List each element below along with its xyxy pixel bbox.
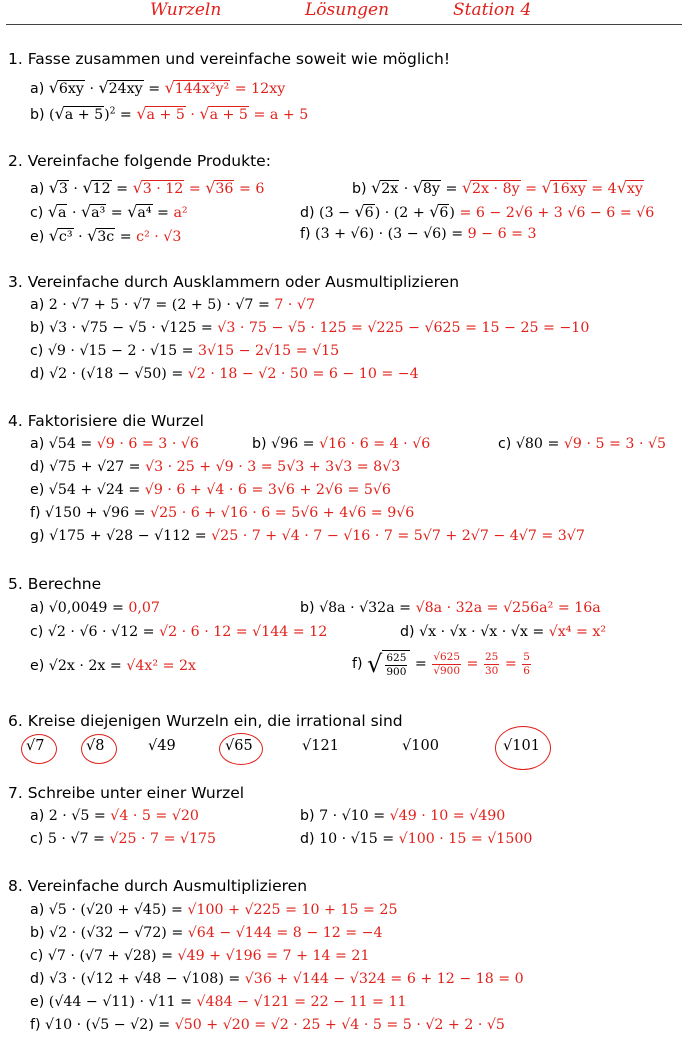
task-4d: d) √75 + √27 = √3 · 25 + √9 · 3 = 5√3 + 3√3 = 8√3 (30, 459, 401, 475)
task-4c: c) √80 = √9 · 5 = 3 · √5 (498, 436, 667, 452)
task-5a: a) √0,0049 = 0,07 (30, 600, 160, 616)
root-item-6: √100 (402, 738, 439, 754)
task-2c: c) √a · √a³ = √a⁴ = a² (30, 202, 188, 221)
root-item-5: √121 (302, 738, 339, 754)
section-7-title: 7. Schreibe unter einer Wurzel (8, 784, 245, 802)
task-3d: d) √2 · (√18 − √50) = √2 · 18 − √2 · 50 = 6 − 10 = −4 (30, 366, 419, 382)
task-8e: e) (√44 − √11) · √11 = √484 − √121 = 22 − 11 = 11 (30, 994, 407, 1010)
task-4b: b) √96 = √16 · 6 = 4 · √6 (252, 436, 431, 452)
task-7b: b) 7 · √10 = √49 · 10 = √490 (300, 808, 506, 824)
task-2d: d) (3 − √6) · (2 + √6) = 6 − 2√6 + 3 √6 − 6 = √6 (300, 202, 655, 221)
root-item-2: √8 (86, 738, 105, 754)
task-4a: a) √54 = √9 · 6 = 3 · √6 (30, 436, 199, 452)
section-5-title: 5. Berechne (8, 575, 102, 593)
section-4-title: 4. Faktorisiere die Wurzel (8, 412, 204, 430)
task-5f: f) √ $\frac{625}{900}$ = $\frac{√625}{√900}$ = $\frac{25}{30}$ = $\frac{5}{6}$ (352, 650, 530, 678)
task-2b: b) √2x · √8y = √2x · 8y = √16xy = 4√xy (352, 178, 643, 197)
task-7a: a) 2 · √5 = √4 · 5 = √20 (30, 808, 199, 824)
header-topic: Wurzeln (150, 0, 222, 20)
task-8c: c) √7 · (√7 + √28) = √49 + √196 = 7 + 14 = 21 (30, 948, 370, 964)
root-item-3: √49 (148, 738, 176, 754)
task-7c: c) 5 · √7 = √25 · 7 = √175 (30, 831, 217, 847)
section-1-title: 1. Fasse zusammen und vereinfache soweit wie möglich! (8, 50, 451, 68)
task-1b: b) $(√a + 5)^2 = √a + 5 \cdot √a + 5 = a + 5$ (30, 104, 309, 123)
task-7d: d) 10 · √15 = √100 · 15 = √1500 (300, 831, 533, 847)
header-station: Station 4 (453, 0, 532, 20)
section-2-title: 2. Vereinfache folgende Produkte: (8, 152, 271, 170)
section-6-title: 6. Kreise diejenigen Wurzeln ein, die irrational sind (8, 712, 403, 730)
task-4g: g) √175 + √28 − √112 = √25 · 7 + √4 · 7 − √16 · 7 = 5√7 + 2√7 − 4√7 = 3√7 (30, 528, 585, 544)
root-item-7: √101 (503, 738, 540, 754)
task-8b: b) √2 · (√32 − √72) = √64 − √144 = 8 − 12 = −4 (30, 925, 383, 941)
task-3a: a) 2 · √7 + 5 · √7 = (2 + 5) · √7 = 7 · √7 (30, 297, 315, 313)
root-item-4: √65 (225, 738, 253, 754)
task-2e: e) √c³ · √3c = c² · √3 (30, 226, 182, 245)
task-4e: e) √54 + √24 = √9 · 6 + √4 · 6 = 3√6 + 2√6 = 5√6 (30, 482, 391, 498)
section-8-title: 8. Vereinfache durch Ausmultiplizieren (8, 877, 308, 895)
task-5c: c) √2 · √6 · √12 = √2 · 6 · 12 = √144 = 12 (30, 624, 328, 640)
task-3c: c) √9 · √15 − 2 · √15 = 3√15 − 2√15 = √15 (30, 343, 340, 359)
task-5b: b) √8a · √32a = √8a · 32a = √256a² = 16a (300, 600, 601, 616)
task-5d: d) √x · √x · √x · √x = √x⁴ = x² (400, 624, 607, 640)
root-item-1: √7 (26, 738, 45, 754)
section-3-title: 3. Vereinfache durch Ausklammern oder Ausmultiplizieren (8, 273, 460, 291)
task-2a: a) √3 · √12 = √3 · 12 = √36 = 6 (30, 178, 265, 197)
task-4f: f) √150 + √96 = √25 · 6 + √16 · 6 = 5√6 + 4√6 = 9√6 (30, 505, 415, 521)
task-8a: a) √5 · (√20 + √45) = √100 + √225 = 10 + 15 = 25 (30, 902, 398, 918)
header-solutions: Lösungen (305, 0, 390, 20)
task-1a: a) √6xy · √24xy = √144x²y² = 12xy (30, 78, 286, 97)
header-rule (6, 24, 682, 25)
task-8f: f) √10 · (√5 − √2) = √50 + √20 = √2 · 25 + √4 · 5 = 5 · √2 + 2 · √5 (30, 1017, 505, 1033)
task-5e: e) √2x · 2x = √4x² = 2x (30, 658, 197, 674)
task-2f: f) (3 + √6) · (3 − √6) = 9 − 6 = 3 (300, 226, 537, 242)
task-3b: b) √3 · √75 − √5 · √125 = √3 · 75 − √5 · 125 = √225 − √625 = 15 − 25 = −10 (30, 320, 590, 336)
task-8d: d) √3 · (√12 + √48 − √108) = √36 + √144 − √324 = 6 + 12 − 18 = 0 (30, 971, 524, 987)
